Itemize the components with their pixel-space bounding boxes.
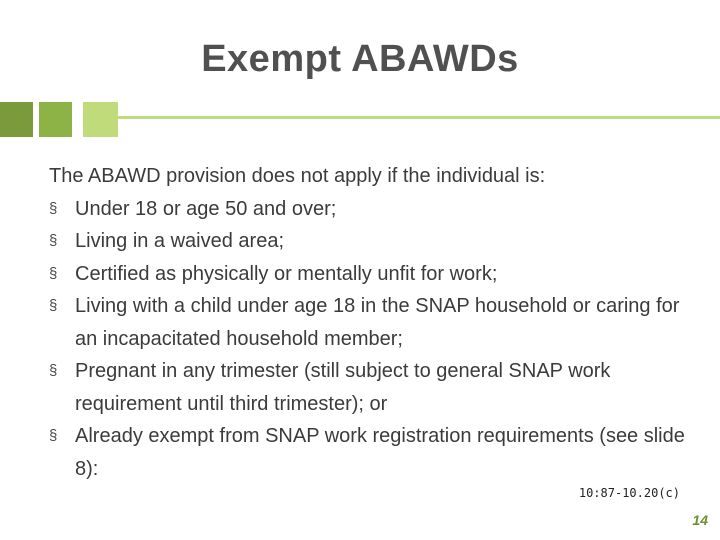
decorative-square-light [83,102,118,137]
section-bullet-icon: § [49,297,58,314]
list-item [49,420,689,485]
list-item-text: Living in a waived area; [75,230,285,252]
list-item [49,225,689,258]
list-item [49,355,689,420]
list-item-text: Under 18 or age 50 and over; [75,197,337,220]
list-item [49,258,689,291]
section-bullet-icon: § [49,232,58,249]
decorative-square-mid [39,102,72,137]
list-item-text: Living with a child under age 18 in the SNAP household or caring for an incapacitated household member; [75,295,680,350]
section-bullet-icon: § [49,427,58,444]
list-item [49,193,689,226]
slide-number: 14 [692,512,708,528]
section-bullet-icon: § [49,362,58,379]
slide-body [49,160,689,485]
list-item-text: Already exempt from SNAP work registration requirements (see slide 8): [75,425,685,480]
section-bullet-icon: § [49,199,58,217]
slide-title: Exempt ABAWDs [201,38,519,80]
decorative-square-dark [0,102,33,137]
regulation-citation: 10:87-10.20(c) [578,486,680,500]
intro-text: The ABAWD provision does not apply if the individual is: [49,165,546,187]
list-item-text: Pregnant in any trimester (still subject to general SNAP work requirement until third trimester); or [75,360,611,415]
section-bullet-icon: § [49,264,58,282]
title-divider-line [118,116,720,119]
list-item-text: Certified as physically or mentally unfit for work; [75,262,498,285]
exemption-list [49,193,689,486]
list-item [49,290,689,355]
